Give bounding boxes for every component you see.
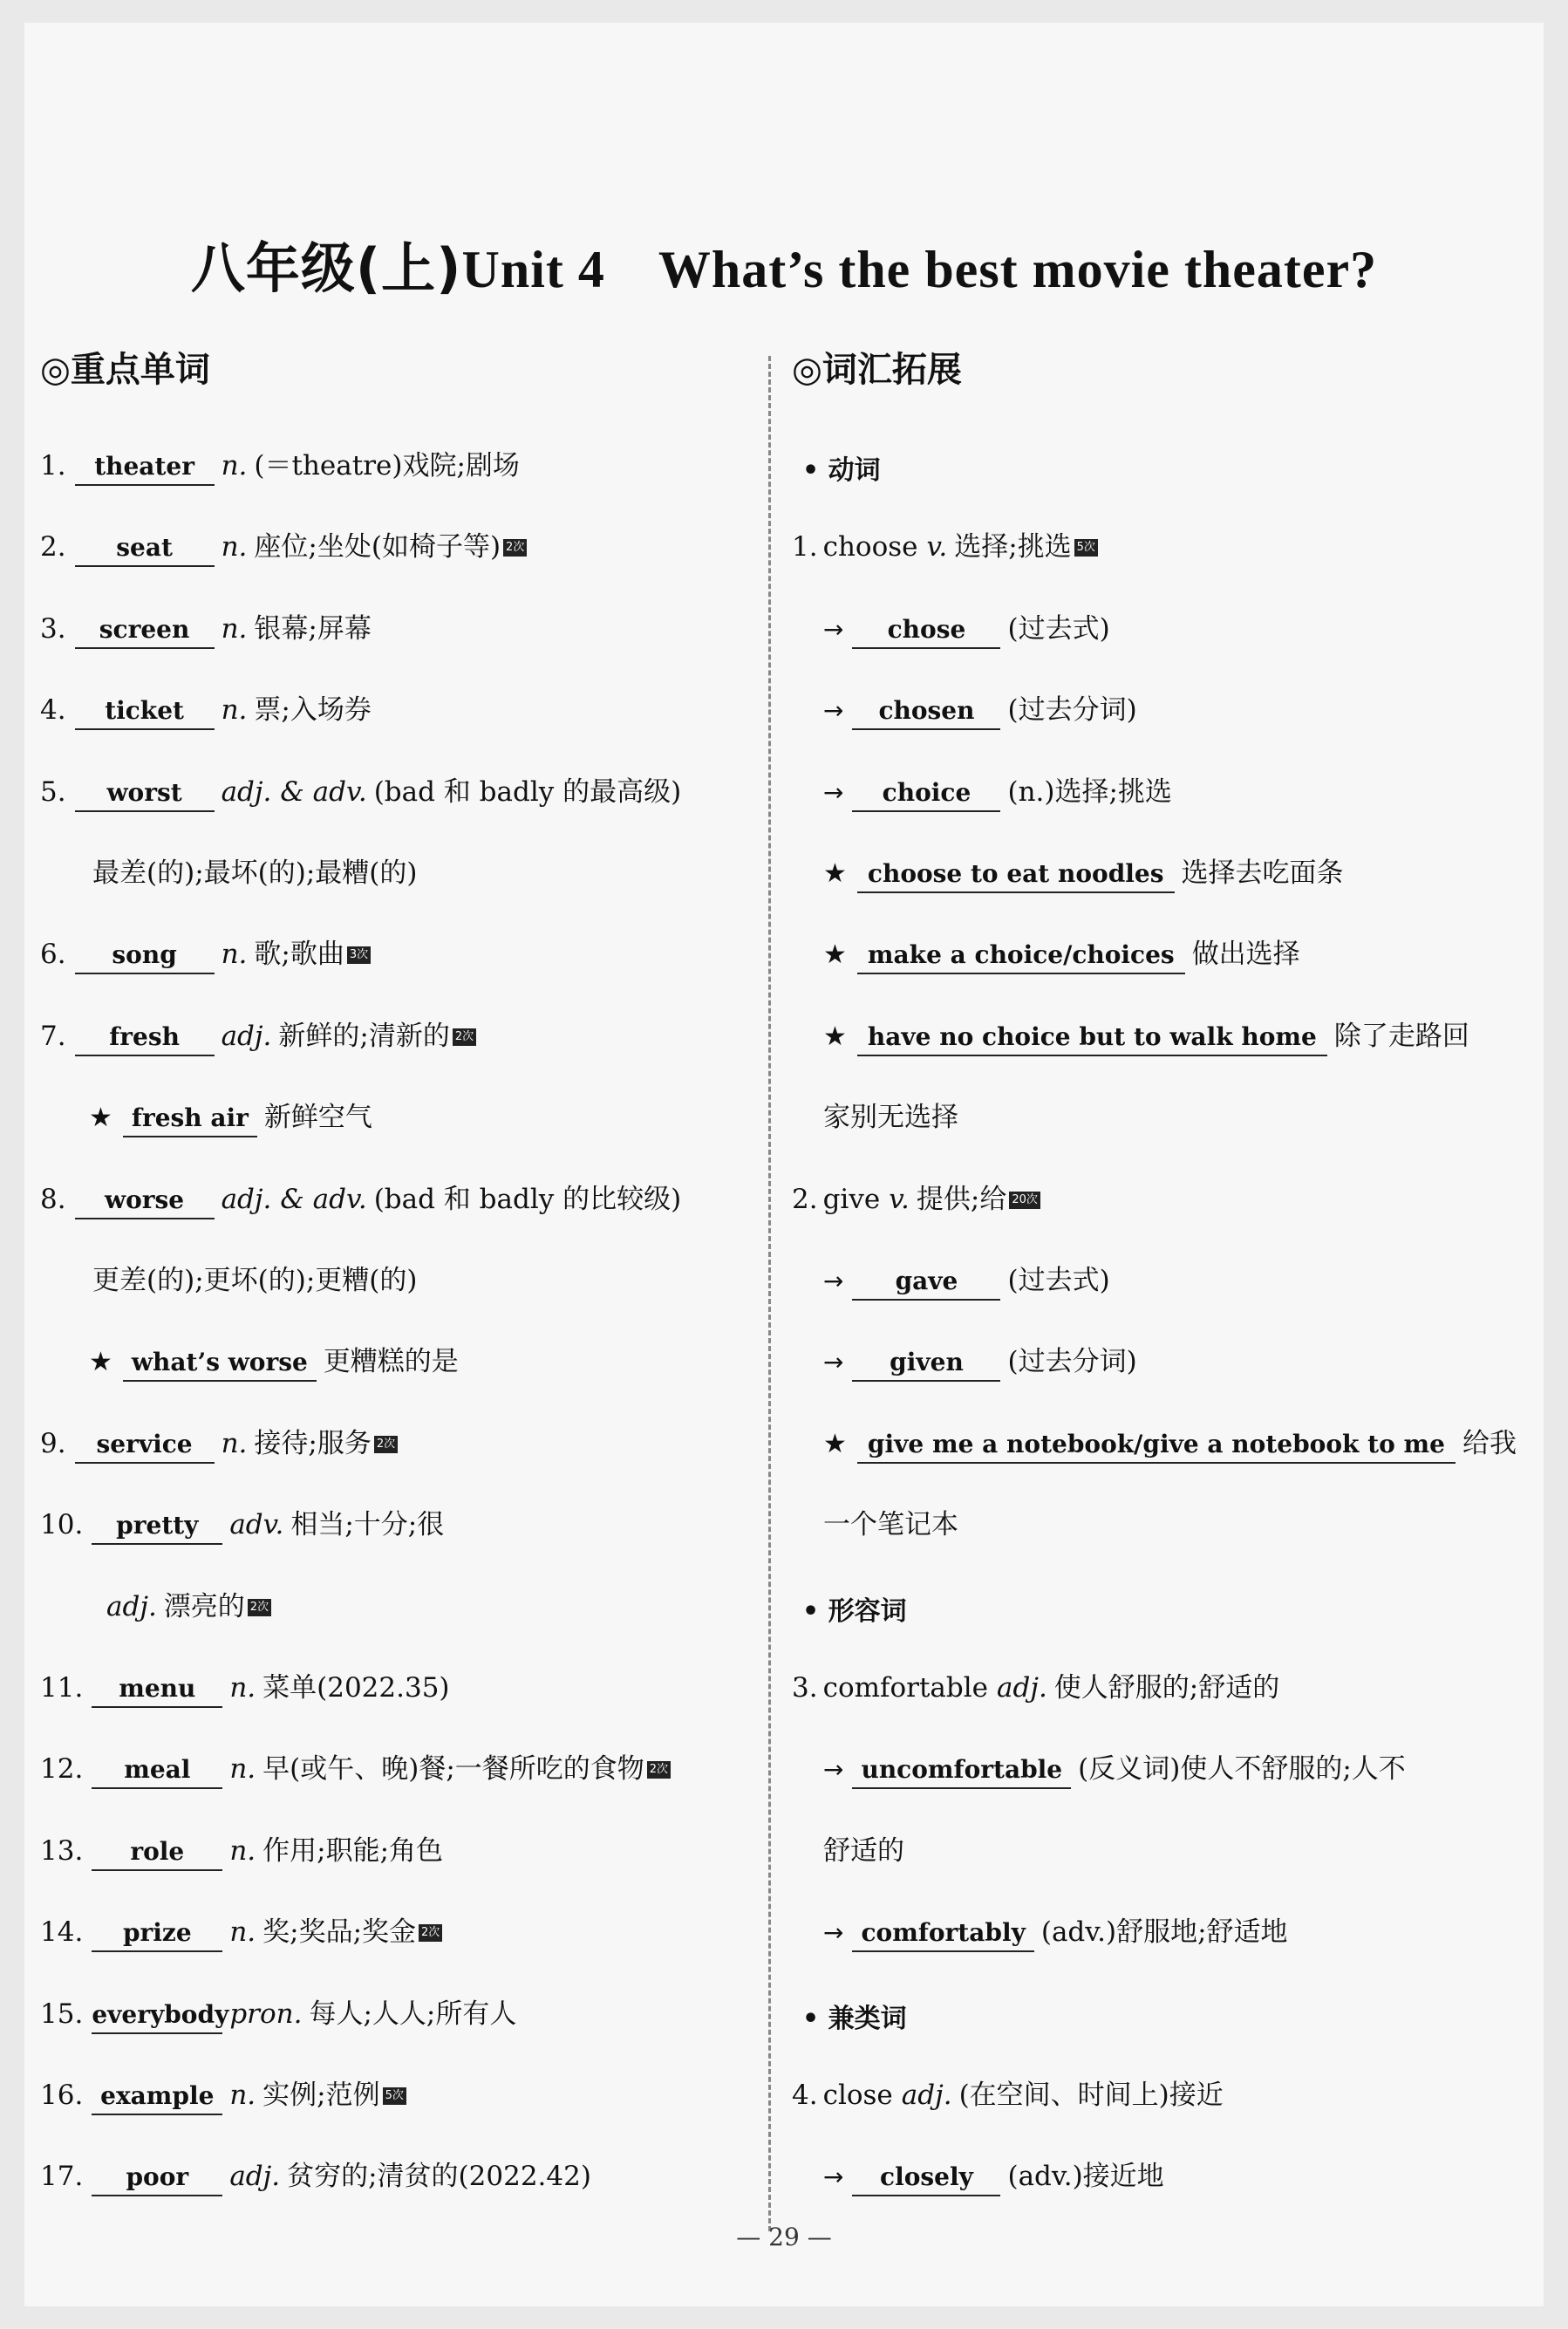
frequency-badge: 20次: [1009, 1192, 1040, 1209]
answer-blank: service: [75, 1427, 215, 1464]
part-of-speech: adv.: [229, 1509, 284, 1541]
meaning-text: (过去分词): [1007, 694, 1137, 727]
item-number: 15.: [40, 1998, 84, 2030]
meaning-text: (＝theatre)戏院;剧场: [254, 450, 520, 482]
meaning-text: (adv.)舒服地;舒适地: [1040, 1916, 1288, 1949]
vocab-row: [823, 1906, 1288, 1958]
headword: give: [822, 1183, 881, 1215]
meaning-text: 实例;范例: [262, 2080, 380, 2111]
answer-blank: uncomfortable: [852, 1752, 1071, 1789]
answer-blank: example: [92, 2079, 222, 2115]
category-heading: • 兼类词: [802, 2003, 907, 2034]
answer-blank: gave: [852, 1264, 1000, 1301]
item-number: 7.: [40, 1020, 66, 1052]
vocab-row: [106, 1581, 271, 1633]
item-number: 3.: [792, 1672, 818, 1704]
star-icon: ★: [89, 1347, 112, 1378]
frequency-badge: 5次: [383, 2087, 406, 2105]
phrase-blank: have no choice but to walk home: [857, 1020, 1327, 1056]
answer-blank: comfortably: [852, 1916, 1033, 1952]
vocab-row: [89, 1091, 372, 1144]
arrow-icon: →: [823, 2162, 844, 2192]
vocab-row: [792, 2069, 1224, 2121]
vocab-row: [40, 2150, 591, 2203]
meaning-text: (过去分词): [1007, 1346, 1137, 1378]
meaning-text: (过去式): [1007, 1265, 1110, 1296]
part-of-speech: adj. & adv.: [221, 1183, 367, 1215]
vocab-row: [40, 1010, 476, 1062]
meaning-text: 除了走路回: [1333, 1020, 1469, 1052]
vocab-row: [92, 1254, 417, 1307]
title-unit: Unit 4 What’s the best movie theater?: [461, 241, 1378, 298]
frequency-badge: 2次: [503, 539, 527, 557]
vocab-row: [823, 603, 1110, 655]
headword: comfortable: [822, 1672, 988, 1704]
vocab-row: [823, 2150, 1164, 2203]
meaning-text: 奖;奖品;奖金: [262, 1916, 417, 1949]
vocab-row: [40, 1906, 442, 1958]
arrow-icon: →: [823, 777, 844, 807]
meaning-text: 座位;坐处(如椅子等): [254, 531, 501, 563]
part-of-speech: n.: [221, 694, 248, 727]
meaning-text: 更糟糕的是: [323, 1346, 459, 1378]
vocab-row: [40, 603, 372, 655]
arrow-icon: →: [823, 614, 844, 644]
meaning-text: 接待;服务: [254, 1427, 372, 1459]
star-icon: ★: [823, 858, 847, 889]
meaning-continued: 舒适的: [823, 1834, 904, 1867]
item-number: 6.: [40, 939, 66, 971]
star-icon: ★: [823, 939, 847, 971]
part-of-speech: n.: [229, 2080, 256, 2111]
headword: choose: [822, 531, 918, 563]
item-number: 16.: [40, 2080, 84, 2111]
answer-blank: given: [852, 1345, 1000, 1382]
frequency-badge: 2次: [453, 1028, 476, 1046]
phrase-blank: choose to eat noodles: [857, 857, 1175, 893]
vocab-expansion-heading: ◎词汇拓展: [792, 350, 962, 390]
vocab-row: [823, 1335, 1137, 1388]
answer-blank: worse: [75, 1183, 215, 1219]
answer-blank: screen: [75, 612, 215, 649]
page-title: [24, 225, 1544, 303]
part-of-speech: adj.: [229, 2161, 281, 2193]
vocab-row: [40, 1743, 671, 1795]
answer-blank: theater: [75, 449, 215, 486]
meaning-continued: 最差(的);最坏(的);最糟(的): [92, 857, 418, 889]
vocab-row: [823, 1825, 904, 1877]
vocab-row: [40, 1988, 516, 2040]
star-icon: ★: [823, 1428, 847, 1459]
meaning-text: (过去式): [1007, 612, 1110, 645]
meaning-text: 相当;十分;很: [290, 1509, 445, 1541]
phrase-blank: fresh air: [123, 1101, 257, 1137]
vocab-row: [823, 847, 1344, 899]
item-number: 14.: [40, 1916, 84, 1949]
meaning-text: 选择;挑选: [954, 531, 1072, 563]
answer-blank: seat: [75, 530, 215, 567]
part-of-speech: adj.: [106, 1590, 157, 1622]
item-number: 1.: [40, 450, 66, 482]
part-of-speech: adj.: [997, 1672, 1047, 1704]
answer-blank: song: [75, 938, 215, 974]
part-of-speech: pron.: [229, 1998, 303, 2030]
frequency-badge: 2次: [374, 1436, 398, 1453]
meaning-text: 做出选择: [1191, 939, 1300, 971]
answer-blank: prize: [92, 1916, 222, 1952]
item-number: 9.: [40, 1427, 66, 1459]
meaning-text: 新鲜空气: [263, 1102, 372, 1134]
vocab-row: [823, 684, 1137, 736]
frequency-badge: 5次: [1074, 539, 1098, 557]
vocab-row: [40, 2069, 406, 2121]
meaning-text: 每人;人人;所有人: [309, 1998, 517, 2030]
meaning-text: 早(或午、晚)餐;一餐所吃的食物: [262, 1753, 644, 1786]
item-number: 10.: [40, 1509, 84, 1541]
vocab-row: [792, 1173, 1040, 1226]
item-number: 12.: [40, 1753, 84, 1786]
vocab-row: [823, 766, 1172, 818]
vocab-row: [40, 1825, 443, 1877]
vocab-row: [92, 847, 417, 899]
answer-blank: menu: [92, 1671, 222, 1708]
answer-blank: meal: [92, 1752, 222, 1789]
part-of-speech: n.: [221, 531, 248, 563]
vocab-row: [40, 1662, 450, 1714]
meaning-text: 歌;歌曲: [254, 939, 344, 971]
meaning-text: (在空间、时间上)接近: [958, 2080, 1224, 2111]
item-number: 5.: [40, 775, 66, 808]
part-of-speech: n.: [229, 1672, 256, 1704]
part-of-speech: n.: [221, 939, 248, 971]
vocab-row: [823, 1091, 958, 1144]
category-heading: • 形容词: [802, 1595, 907, 1627]
answer-blank: pretty: [92, 1508, 222, 1545]
frequency-badge: 3次: [347, 946, 371, 964]
column-divider: [768, 356, 771, 2231]
meaning-text: 银幕;屏幕: [254, 612, 372, 645]
item-number: 11.: [40, 1672, 84, 1704]
vocab-row: [40, 1173, 681, 1226]
phrase-blank: give me a notebook/give a notebook to me: [857, 1427, 1456, 1464]
vocab-row: [792, 521, 1098, 573]
item-number: 4.: [792, 2080, 818, 2111]
part-of-speech: n.: [229, 1916, 256, 1949]
meaning-text: 菜单(2022.35): [262, 1672, 450, 1704]
phrase-blank: what’s worse: [123, 1345, 317, 1382]
vocab-row: [823, 1743, 1406, 1795]
vocab-row: [823, 1499, 958, 1551]
answer-blank: fresh: [75, 1020, 215, 1056]
meaning-text: 给我: [1462, 1427, 1517, 1459]
part-of-speech: n.: [229, 1753, 256, 1786]
vocab-row: [89, 1335, 459, 1388]
item-number: 2.: [792, 1183, 818, 1215]
answer-blank: role: [92, 1834, 222, 1871]
star-icon: ★: [89, 1103, 112, 1134]
title-grade: 八年级(上): [190, 236, 462, 300]
answer-blank: worst: [75, 775, 215, 812]
arrow-icon: →: [823, 1755, 844, 1785]
item-number: 4.: [40, 694, 66, 727]
vocab-row: [40, 440, 520, 492]
vocab-row: [40, 766, 681, 818]
arrow-icon: →: [823, 1267, 844, 1295]
meaning-continued: 更差(的);更坏(的);更糟(的): [92, 1265, 418, 1296]
arrow-icon: →: [823, 696, 844, 726]
part-of-speech: adj.: [221, 1020, 272, 1052]
answer-blank: choice: [852, 775, 1000, 812]
vocab-row: [40, 521, 527, 573]
meaning-text: (n.)选择;挑选: [1007, 775, 1172, 808]
meaning-continued: 一个笔记本: [823, 1509, 958, 1541]
vocab-row: [823, 1254, 1110, 1307]
meaning-text: 作用;职能;角色: [262, 1834, 444, 1867]
meaning-text: 票;入场券: [254, 694, 372, 727]
vocab-row: [40, 928, 371, 980]
part-of-speech: n.: [221, 450, 248, 482]
meaning-text: 提供;给: [916, 1183, 1007, 1215]
vocab-row: [792, 1662, 1279, 1714]
meaning-text: 选择去吃面条: [1181, 857, 1344, 889]
item-number: 2.: [40, 531, 66, 563]
vocab-row: [40, 684, 372, 736]
meaning-text: 使人舒服的;舒适的: [1053, 1672, 1280, 1704]
arrow-icon: →: [823, 1918, 844, 1948]
frequency-badge: 2次: [419, 1924, 442, 1942]
part-of-speech: v.: [889, 1183, 910, 1215]
meaning-continued: 家别无选择: [823, 1102, 958, 1134]
answer-blank: chosen: [852, 693, 1000, 730]
arrow-icon: →: [823, 1348, 844, 1377]
meaning-text: 新鲜的;清新的: [278, 1020, 450, 1052]
answer-blank: ticket: [75, 693, 215, 730]
item-number: 13.: [40, 1834, 84, 1867]
part-of-speech: n.: [229, 1834, 256, 1867]
phrase-blank: make a choice/choices: [857, 938, 1185, 974]
headword: close: [822, 2080, 893, 2111]
vocab-row: [823, 1417, 1517, 1470]
meaning-text: (反义词)使人不舒服的;人不: [1078, 1753, 1406, 1786]
meaning-text: 漂亮的: [163, 1590, 245, 1622]
answer-blank: closely: [852, 2160, 1000, 2196]
answer-blank: everybody: [92, 1998, 222, 2034]
part-of-speech: n.: [221, 1427, 248, 1459]
vocab-row: [40, 1417, 398, 1470]
answer-blank: poor: [92, 2160, 222, 2196]
part-of-speech: v.: [926, 531, 948, 563]
item-number: 8.: [40, 1183, 66, 1215]
meaning-text: (bad 和 badly 的比较级): [373, 1183, 682, 1215]
answer-blank: chose: [852, 612, 1000, 649]
part-of-speech: adj.: [901, 2080, 952, 2111]
part-of-speech: n.: [221, 612, 248, 645]
item-number: 1.: [792, 531, 818, 563]
page-number: — 29 —: [736, 2223, 832, 2251]
meaning-text: (adv.)接近地: [1007, 2161, 1164, 2193]
item-number: 17.: [40, 2161, 84, 2193]
meaning-text: (bad 和 badly 的最高级): [373, 775, 682, 808]
vocab-row: [823, 928, 1300, 980]
category-heading: • 动词: [802, 455, 881, 486]
frequency-badge: 2次: [647, 1761, 671, 1779]
meaning-text: 贫穷的;清贫的(2022.42): [287, 2161, 591, 2193]
item-number: 3.: [40, 612, 66, 645]
star-icon: ★: [823, 1021, 847, 1052]
document-page: [24, 23, 1544, 2306]
vocab-row: [823, 1010, 1469, 1062]
frequency-badge: 2次: [248, 1599, 271, 1616]
part-of-speech: adj. & adv.: [221, 775, 367, 808]
vocab-row: [40, 1499, 444, 1551]
key-words-heading: ◎重点单词: [40, 350, 210, 390]
